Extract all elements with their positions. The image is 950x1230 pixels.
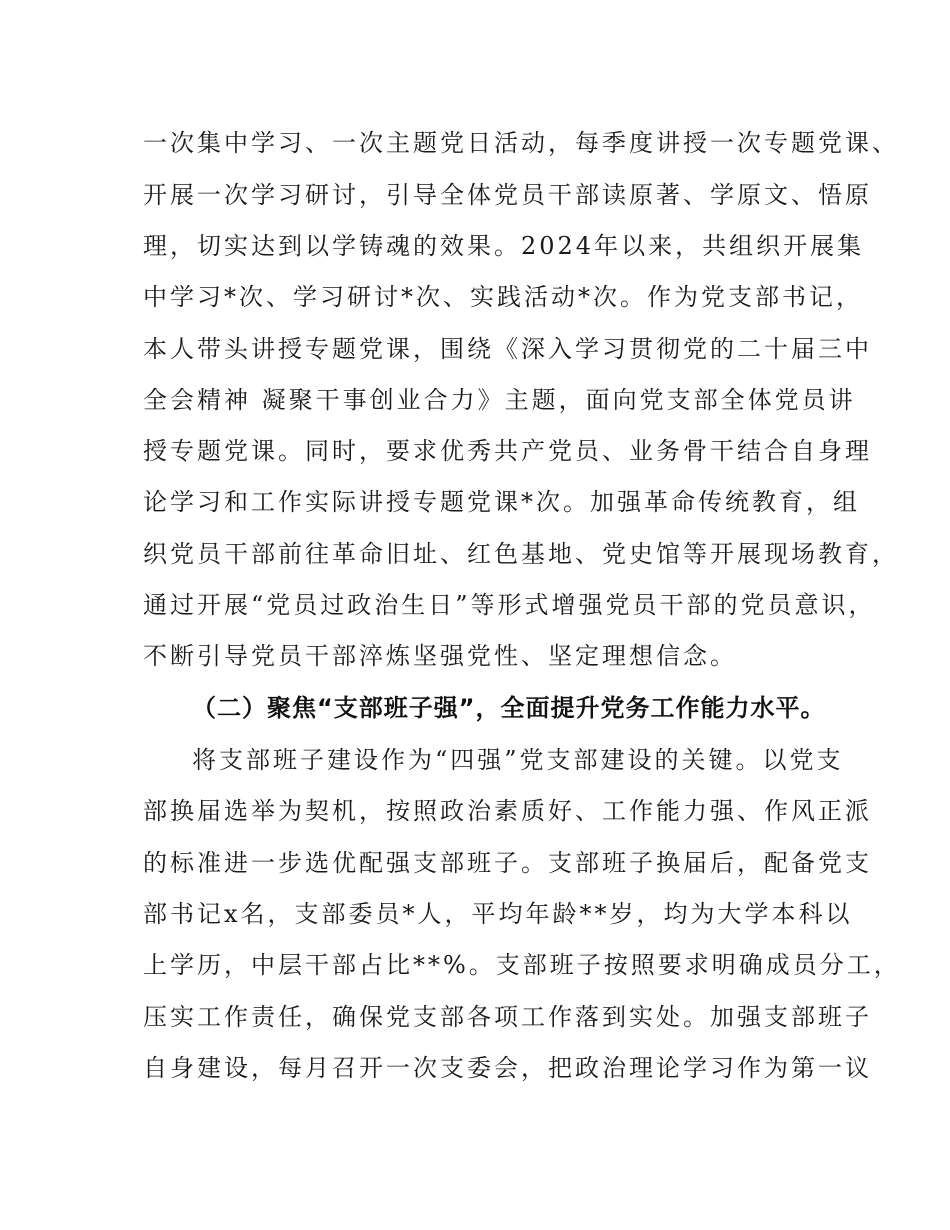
paragraph-line: 部书记x名，支部委员*人，平均年龄**岁，均为大学本科以 xyxy=(143,900,853,928)
paragraph-line: 上学历，中层干部占比**%。支部班子按照要求明确成员分工， xyxy=(143,951,901,979)
paragraph-line: 部换届选举为契机，按照政治素质好、工作能力强、作风正派 xyxy=(143,797,872,825)
paragraph-line: 理，切实达到以学铸魂的效果。2024年以来，共组织开展集 xyxy=(143,232,865,260)
paragraph-line: 开展一次学习研讨，引导全体党员干部读原著、学原文、悟原 xyxy=(143,181,872,209)
paragraph-line: 织党员干部前往革命旧址、红色基地、党史馆等开展现场教育， xyxy=(143,540,899,568)
paragraph-line: 自身建设，每月召开一次支委会，把政治理论学习作为第一议 xyxy=(143,1054,872,1082)
paragraph-line: 压实工作责任，确保党支部各项工作落到实处。加强支部班子 xyxy=(143,1003,872,1031)
paragraph-line: 不断引导党员干部淬炼坚强党性、坚定理想信念。 xyxy=(143,642,737,670)
paragraph-line: 全会精神 凝聚干事创业合力》主题，面向党支部全体党员讲 xyxy=(143,386,856,414)
paragraph-line: 通过开展“党员过政治生日”等形式增强党员干部的党员意识， xyxy=(143,591,876,619)
paragraph-line: 论学习和工作实际讲授专题党课*次。加强革命传统教育，组 xyxy=(143,488,860,516)
paragraph-line: 将支部班子建设作为“四强”党支部建设的关键。以党支 xyxy=(192,746,844,774)
paragraph-line: 授专题党课。同时，要求优秀共产党员、业务骨干结合自身理 xyxy=(143,437,872,465)
paragraph-line: 本人带头讲授专题党课，围绕《深入学习贯彻党的二十届三中 xyxy=(143,335,872,363)
paragraph-line: 中学习*次、学习研讨*次、实践活动*次。作为党支部书记， xyxy=(143,283,863,311)
section-heading: （二）聚焦“支部班子强”，全面提升党务工作能力水平。 xyxy=(192,694,826,722)
paragraph-line: 一次集中学习、一次主题党日活动，每季度讲授一次专题党课、 xyxy=(143,129,899,157)
paragraph-line: 的标准进一步选优配强支部班子。支部班子换届后，配备党支 xyxy=(143,849,872,877)
